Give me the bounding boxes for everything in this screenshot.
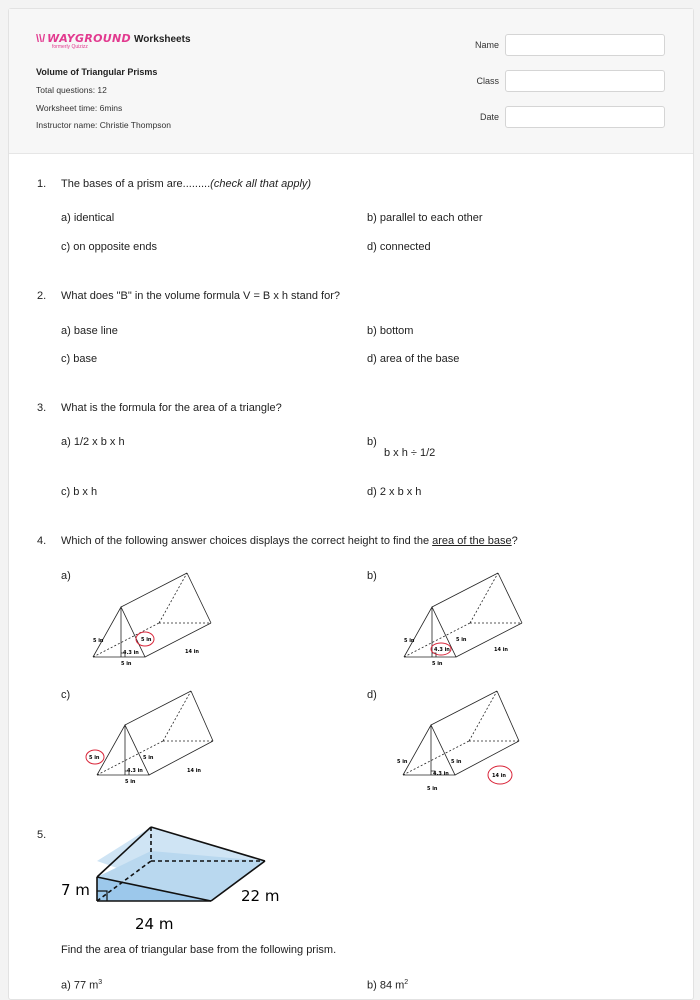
length-label: 14 in (185, 649, 199, 655)
question-text: What is the formula for the area of a triangle? (61, 402, 282, 414)
height-label: 4.3 in (434, 647, 450, 653)
side-label: 5 in (397, 759, 408, 765)
option-d[interactable]: d) connected (367, 241, 431, 253)
logo-mark-icon: \\/ (36, 33, 46, 45)
option-a[interactable]: a) 1/2 x b x h (61, 436, 125, 448)
option-c[interactable]: c) (61, 689, 71, 701)
total-questions: Total questions: 12 (36, 85, 107, 95)
app-name: Worksheets (134, 34, 191, 45)
height-label: 7 m (61, 881, 90, 899)
base-label: 5 in (427, 786, 438, 792)
length-label: 14 in (494, 647, 508, 653)
wayground-logo: \\/ WAYGROUND formerly Quizizz (36, 32, 131, 50)
option-d[interactable]: d) 2 x b x h (367, 486, 422, 498)
question-number: 3. (37, 402, 47, 414)
question-number: 5. (37, 829, 47, 841)
option-c[interactable]: c) on opposite ends (61, 241, 158, 253)
date-label: Date (479, 112, 499, 122)
date-field[interactable] (505, 106, 665, 128)
length-label: 14 in (187, 768, 201, 774)
prism-figure-a[interactable] (83, 569, 223, 669)
question-text: The bases of a prism are.........(check all that apply) (61, 178, 312, 190)
worksheet-header (9, 9, 693, 154)
worksheet-time: Worksheet time: 6mins (36, 103, 123, 113)
height-label: 4.3 in (123, 650, 139, 656)
name-label: Name (474, 40, 499, 50)
option-c[interactable]: c) base (61, 353, 98, 365)
question-text: Which of the following answer choices displays the correct height to find the area of the base? (61, 535, 518, 547)
option-d[interactable]: d) area of the base (367, 353, 460, 365)
question-text: What does "B" in the volume formula V = B x h stand for? (61, 290, 340, 302)
option-d[interactable]: d) (367, 689, 377, 701)
option-a[interactable]: a) base line (61, 325, 118, 337)
option-b[interactable]: b) bottom (367, 325, 414, 337)
length-label: 14 in (492, 773, 506, 779)
option-b-text[interactable]: b x h ÷ 1/2 (384, 447, 436, 459)
option-b[interactable]: b) 84 $m^2$ (367, 979, 409, 992)
base-label: 5 in (125, 779, 136, 785)
option-a[interactable]: a) (61, 570, 71, 582)
prism-figure-c[interactable] (83, 687, 223, 787)
height-label: 4.3 in (127, 768, 143, 774)
class-label: Class (476, 76, 499, 86)
instructor-name: Instructor name: Christie Thompson (36, 120, 171, 130)
base-label: 5 in (432, 661, 443, 667)
side-label: 5 in (93, 638, 104, 644)
base-label: 5 in (121, 661, 132, 667)
option-a[interactable]: a) 77 $m^3$ (61, 979, 103, 992)
option-a[interactable]: a) identical (61, 212, 115, 224)
height-label: 4.3 in (433, 771, 449, 777)
side-label: 5 in (89, 755, 100, 761)
worksheet-title: Volume of Triangular Prisms (36, 67, 158, 77)
depth-label: 22 m (241, 887, 280, 905)
question-text: Find the area of triangular base from the following prism. (61, 944, 337, 956)
question-number: 4. (37, 535, 47, 547)
side-label: 5 in (451, 759, 462, 765)
question-number: 1. (37, 178, 47, 190)
prism-figure-b[interactable] (394, 569, 534, 669)
side-label: 5 in (141, 637, 152, 643)
class-field[interactable] (505, 70, 665, 92)
length-label: 24 m (135, 915, 174, 933)
option-b[interactable]: b) (367, 570, 377, 582)
option-b[interactable]: b) parallel to each other (367, 212, 483, 224)
prism-figure-5 (55, 821, 325, 936)
option-b-letter[interactable]: b) (367, 436, 377, 448)
side-label: 5 in (404, 638, 415, 644)
prism-figure-d[interactable] (389, 687, 539, 792)
side-label: 5 in (456, 637, 467, 643)
name-field[interactable] (505, 34, 665, 56)
worksheet (8, 8, 694, 1000)
question-number: 2. (37, 290, 47, 302)
side-label: 5 in (143, 755, 154, 761)
option-c[interactable]: c) b x h (61, 486, 98, 498)
